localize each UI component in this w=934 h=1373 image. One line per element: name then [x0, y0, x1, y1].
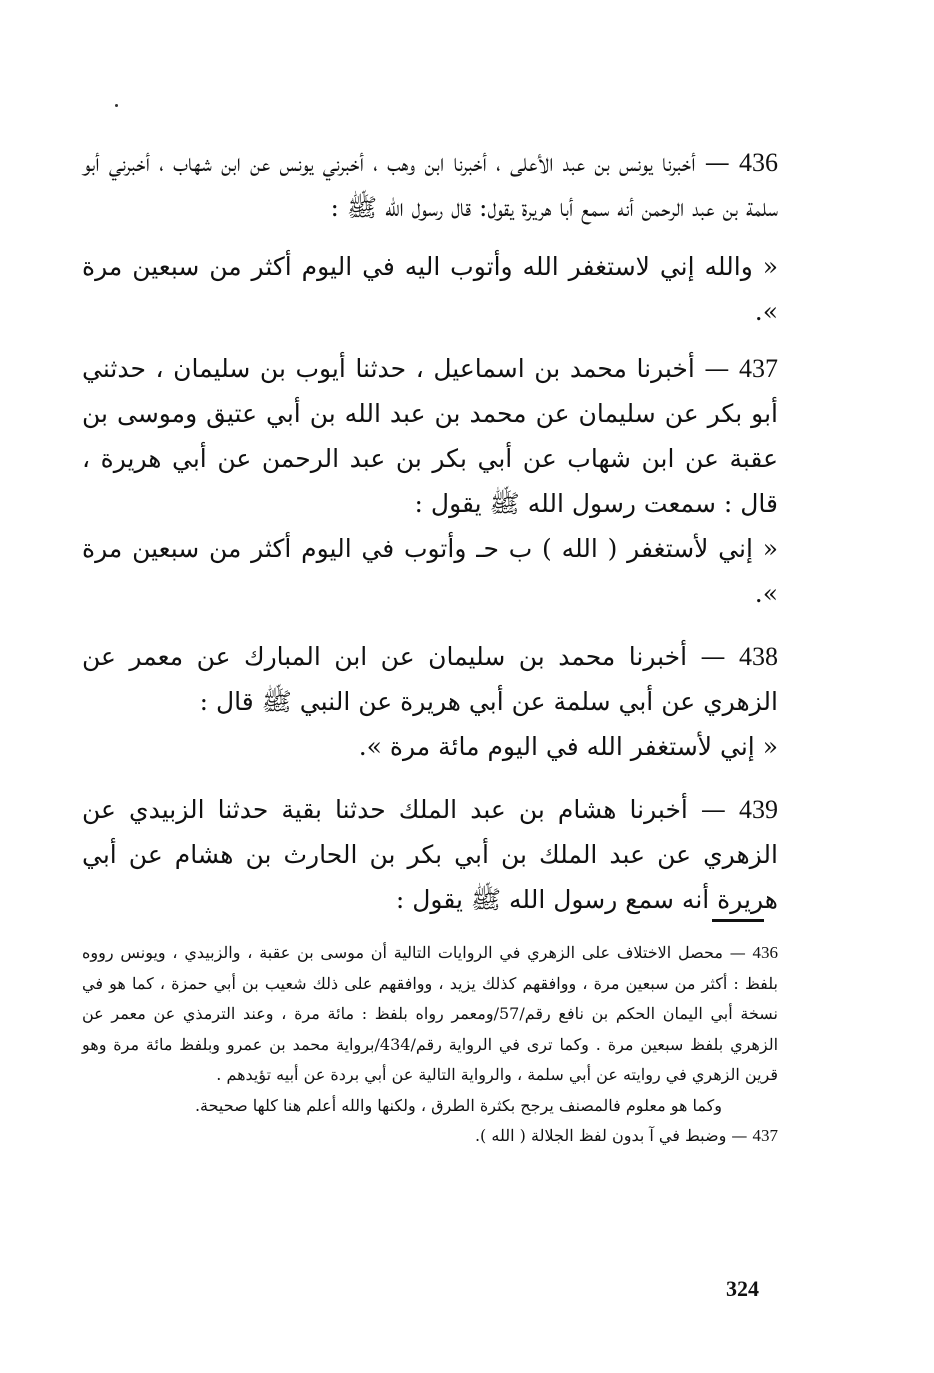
footnote-number: 437 [752, 1126, 778, 1145]
footnote-437 [82, 1121, 778, 1152]
footnote-divider [712, 919, 764, 922]
hadith-text: — أخبرنا محمد بن اسماعيل ، حدثنا أيوب بن سليمان ، حدثني أبو بكر عن سليمان عن محمد بن عبد الله بن أبي عتيق وموسى بن عقبة عن ابن شهاب عن أبي بكر بن عبد الرحمن عن أبي هريرة ، قال : سمعت رسول الله ﷺ يقول : [82, 354, 778, 518]
footnote-text: — وضبط في آ بدون لفظ الجلالة ( الله ). [474, 1126, 748, 1145]
hadith-text: — أخبرنا محمد بن سليمان عن ابن المبارك عن معمر عن الزهري عن أبي سلمة عن أبي هريرة عن النبي ﷺ قال : [82, 642, 778, 716]
footnotes [82, 938, 778, 1152]
footnote-continuation: وكما هو معلوم فالمصنف يرجح بكثرة الطرق ، ولكنها والله أعلم هنا كلها صحيحة. [194, 1095, 722, 1115]
scan-speck [115, 104, 118, 107]
page-number: 324 [726, 1276, 759, 1301]
hadith-quote: « إني لأستغفر الله في اليوم مائة مرة ». [358, 732, 778, 761]
main-text [82, 140, 778, 922]
hadith-quote: « والله إني لاستغفر الله وأتوب اليه في اليوم أكثر من سبعين مرة ». [82, 252, 778, 326]
hadith-436 [82, 140, 778, 230]
hadith-number: 436 [739, 148, 778, 177]
hadith-number: 438 [739, 642, 778, 671]
hadith-number: 439 [739, 795, 778, 824]
hadith-437 [82, 346, 778, 526]
hadith-text: — أخبرنا هشام بن عبد الملك حدثنا بقية حدثنا الزبيدي عن الزهري عن عبد الملك بن أبي بكر بن الحارث بن هشام عن أبي هريرة أنه سمع رسول الله ﷺ يقول : [82, 795, 778, 914]
hadith-439 [82, 787, 778, 922]
footnote-436 [82, 938, 778, 1091]
footnote-text: — محصل الاختلاف على الزهري في الروايات التالية أن موسى بن عقبة ، والزبيدي ، ويونس رووه بلفظ : أكثر من سبعين مرة ، ووافقهم كذلك يزيد ، ووافقهم على ذلك شعيب بن أبي حمزة ، كما هو في نسخة أبي اليمان الحكم بن نافع رقم/57/ومعمر رواه بلفظ : مائة مرة ، وعند الترمذي عن معمر عن الزهري بلفظ سبعين مرة . وكما ترى في الرواية رقم/434/برواية محمد بن عمرو وبلفظ مائة مرة وهو قرين الزهري في روايته عن أبي سلمة ، والرواية التالية عن أبي بردة عن أبيه تؤيدهم . [82, 943, 779, 1084]
hadith-number: 437 [739, 354, 779, 383]
hadith-438 [82, 634, 778, 724]
hadith-quote: « إني لأستغفر ( الله ) ب حـ وأتوب في اليوم أكثر من سبعين مرة ». [82, 534, 778, 608]
footnote-number: 436 [752, 943, 778, 962]
hadith-text: — أخبرنا يونس بن عبد الأعلى ، أخبرنا ابن وهب ، أخبرني يونس عن ابن شهاب ، أخبرني أبو سلمة بن عبد الرحمن أنه سمع أبا هريرة يقول: قال رسول الله ﷺ : [82, 148, 778, 222]
